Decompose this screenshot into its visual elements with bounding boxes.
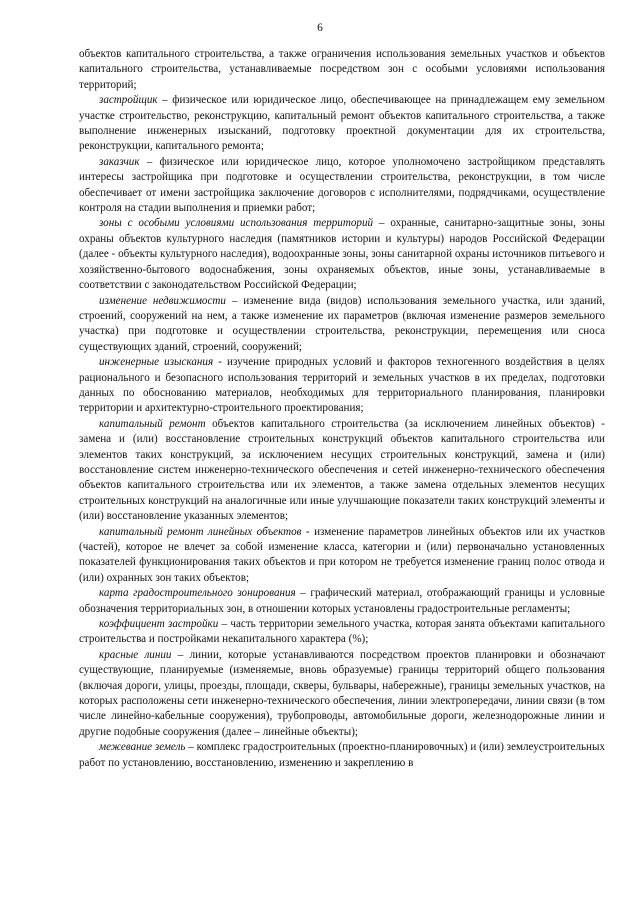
definition-text: объектов капитального строительства (за исключением линейных объектов) - замена и (или) восстановление строительных конструкций объектов капитального строительства или элементов таких конструкций, за исключением несущих строительных конструкций, замена и (или) восстановление систем инженерно-технического обеспечения и сетей инженерно-технического обеспечения объектов капитального строительства или их элементов, а также замена отдельных элементов несущих строительных конструкций на аналогичные или иные улучшающие показатели таких конструкций элементы и (или) восстановление указанных элементов; bbox=[79, 417, 605, 523]
definition-text: – физическое или юридическое лицо, которое уполномочено застройщиком представлять интересы застройщика при подготовке и осуществлении строительства, реконструкции, в том числе обеспечивает от имени застройщика заключение договоров с исполнителями, подрядчиками, осуществление контроля на стадии выполнения и приемки работ; bbox=[79, 155, 605, 215]
term: изменение недвижимости bbox=[99, 294, 226, 307]
definition-karta-zonirovaniya bbox=[79, 586, 605, 617]
definition-text: – линии, которые устанавливаются посредством проектов планировки и обозначают существующие, планируемые (изменяемые, вновь образуемые) границы территорий общего пользования (включая дороги, улицы, проезды, площади, скверы, бульвары, набережные), границы земельных участков, на которых расположены сети инженерно-технического обеспечения, линии электропередачи, линии связи (в том числе линейно-кабельные сооружения), трубопроводы, автомобильные дороги, железнодорожные линии и другие подобные сооружения (далее – линейные объекты); bbox=[79, 648, 605, 738]
definition-text: – охранные, санитарно-защитные зоны, зоны охраны объектов культурного наследия (памятников истории и культуры) народов Российской Федерации (далее - объекты культурного наследия), водоохранные зоны, зоны санитарной охраны источников питьевого и хозяйственно-бытового водоснабжения, зоны охраняемых объектов, иные зоны, устанавливаемые в соответствии с законодательством Российской Федерации; bbox=[79, 217, 605, 292]
definition-koefficient-zastroyki bbox=[79, 617, 605, 648]
definition-krasnye-linii bbox=[79, 648, 605, 740]
term: межевание земель bbox=[99, 741, 186, 754]
definition-mezhevanie-zemel bbox=[79, 740, 605, 771]
term: зоны с особыми условиями использования территорий bbox=[99, 217, 374, 230]
page-number: 6 bbox=[317, 22, 323, 34]
definition-zastroyshchik bbox=[79, 93, 605, 155]
definition-kapitalnyy-remont bbox=[79, 417, 605, 525]
term: коэффициент застройки bbox=[99, 618, 219, 631]
paragraph-text: объектов капитального строительства, а также ограничения использования земельных участков и объектов капитального строительства, устанавливаемые посредством зон с особыми условиями использования территорий; bbox=[79, 48, 605, 91]
term: капитальный ремонт линейных объектов bbox=[99, 525, 302, 538]
body-text bbox=[79, 47, 605, 771]
term: капитальный ремонт bbox=[99, 417, 206, 430]
term: карта градостроительного зонирования bbox=[99, 587, 296, 600]
term: заказчик bbox=[99, 155, 140, 168]
definition-text: – физическое или юридическое лицо, обеспечивающее на принадлежащем ему земельном участке строительство, реконструкцию, капитальный ремонт объектов капитального строительства, а также выполнение инженерных изысканий, подготовку проектной документации для их строительства, реконструкции, капитального ремонта; bbox=[79, 94, 605, 153]
definition-text: – часть территории земельного участка, которая занята объектами капитального строительства и постройками некапитального характера (%); bbox=[79, 618, 605, 646]
term: застройщик bbox=[99, 94, 158, 107]
term: инженерные изыскания bbox=[99, 356, 214, 369]
definition-text: – графический материал, отображающий границы и условные обозначения территориальных зон, в отношении которых установлены градостроительные регламенты; bbox=[79, 587, 605, 615]
definition-text: – комплекс градостроительных (проектно-планировочных) и (или) землеустроительных работ по установлению, восстановлению, изменению и закреплению в bbox=[79, 741, 605, 769]
definition-izmenenie-nedvizhimosti bbox=[79, 294, 605, 356]
definition-zony-osobye-usloviya bbox=[79, 216, 605, 293]
paragraph-continuation bbox=[79, 47, 605, 93]
term: красные линии bbox=[99, 648, 172, 661]
definition-text: – изменение вида (видов) использования земельного участка, или зданий, строений, сооружений на нем, а также изменение их параметров (включая изменение размеров земельного участка) при подготовке и осуществлении строительства, реконструкции, перемещения или сноса существующих зданий, строений, сооружений; bbox=[79, 294, 605, 353]
definition-inzhenernye-izyskaniya bbox=[79, 355, 605, 417]
definition-text: - изучение природных условий и факторов техногенного воздействия в целях рационального и безопасного использования территорий и земельных участков в их пределах, подготовки данных по обоснованию материалов, необходимых для территориального планирования, планировки территории и архитектурно-строительного проектирования; bbox=[79, 356, 605, 415]
definition-text: - изменение параметров линейных объектов или их участков (частей), которое не влечет за собой изменение класса, категории и (или) первоначально установленных показателей функционирования таких объектов и при котором не требуется изменение границ полос отвода и (или) охранных зон таких объектов; bbox=[79, 525, 605, 584]
definition-kapremont-lineynyh bbox=[79, 525, 605, 587]
definition-zakazchik bbox=[79, 155, 605, 217]
